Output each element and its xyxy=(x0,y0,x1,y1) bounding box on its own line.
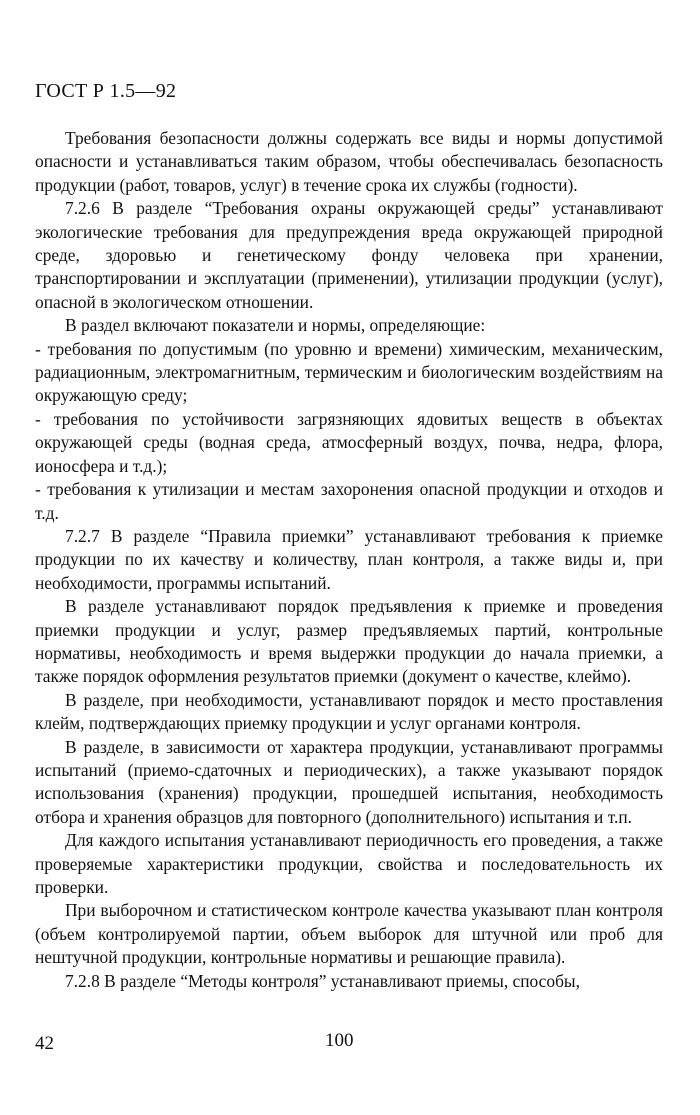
paragraph-sampling-control: При выборочном и статистическом контроле качества указывают план контроля (объем контролируемой партии, объем выборок для штучной или проб для нештучной продукции, контрольные нормативы и решающие правила). xyxy=(35,900,663,968)
paragraph-test-programs: В разделе, в зависимости от характера продукции, устанавливают программы испытаний (приемо-сдаточных и периодических), а также указывают порядок использования (хранения) продукции, прошедшей испытания, необходимость отбора и хранения образцов для повторного (дополнительного) испытания и т.п. xyxy=(35,736,663,827)
paragraph-7-2-7: 7.2.7 В разделе “Правила приемки” устанавливают требования к приемке продукции по их качеству и количеству, план контроля, а также виды и, при необходимости, программы испытаний. xyxy=(35,525,663,593)
list-item-waste-disposal: - требования к утилизации и местам захоронения опасной продукции и отходов и т.д. xyxy=(35,479,663,523)
paragraph-stamps: В разделе, при необходимости, устанавливают порядок и место проставления клейм, подтверждающих приемку продукции и услуг органами контроля. xyxy=(35,689,663,734)
paragraph-7-2-6: 7.2.6 В разделе “Требования охраны окружающей среды” устанавливают экологические требования для предупреждения вреда окружающей природной среде, здоровью и генетическому фонду человека при хранении, транспортировании и эксплуатации (применении), утилизации продукции (услуг), опасной в экологическом отношении. xyxy=(35,198,663,312)
paragraph-section-includes: В раздел включают показатели и нормы, определяющие: xyxy=(65,315,486,336)
paragraph-acceptance-procedure: В разделе устанавливают порядок предъявления к приемке и проведения приемки продукции и услуг, размер предъявляемых партий, контрольные нормативы, необходимость и время выдержки продукции до начала приемки, а также порядок оформления результатов приемки (документ о качестве, клеймо). xyxy=(35,596,663,687)
paragraph-safety-requirements: Требования безопасности должны содержать все виды и нормы допустимой опасности и устанавливаться таким образом, чтобы обеспечивалась безопасность продукции (работ, товаров, услуг) в течение срока их службы (годности). xyxy=(35,128,663,195)
list-item-pollutant-stability: - требования по устойчивости загрязняющих ядовитых веществ в объектах окружающей среды (водная среда, атмосферный воздух, почва, недра, флора, ионосфера и т.д.); xyxy=(35,408,663,476)
list-item-chemical-impact: - требования по допустимым (по уровню и времени) химическим, механическим, радиационным, электромагнитным, термическим и биологическим воздействиям на окружающую среду; xyxy=(35,338,663,406)
paragraph-test-periodicity: Для каждого испытания устанавливают периодичность его проведения, а также проверяемые характеристики продукции, свойства и последовательность их проверки. xyxy=(35,830,663,897)
document-body xyxy=(35,127,663,993)
page-number-center: 100 xyxy=(325,1030,354,1051)
paragraph-7-2-8: 7.2.8 В разделе “Методы контроля” устанавливают приемы, способы, xyxy=(65,970,580,991)
page-number-left: 42 xyxy=(35,1033,54,1054)
document-header: ГОСТ Р 1.5—92 xyxy=(35,80,177,102)
